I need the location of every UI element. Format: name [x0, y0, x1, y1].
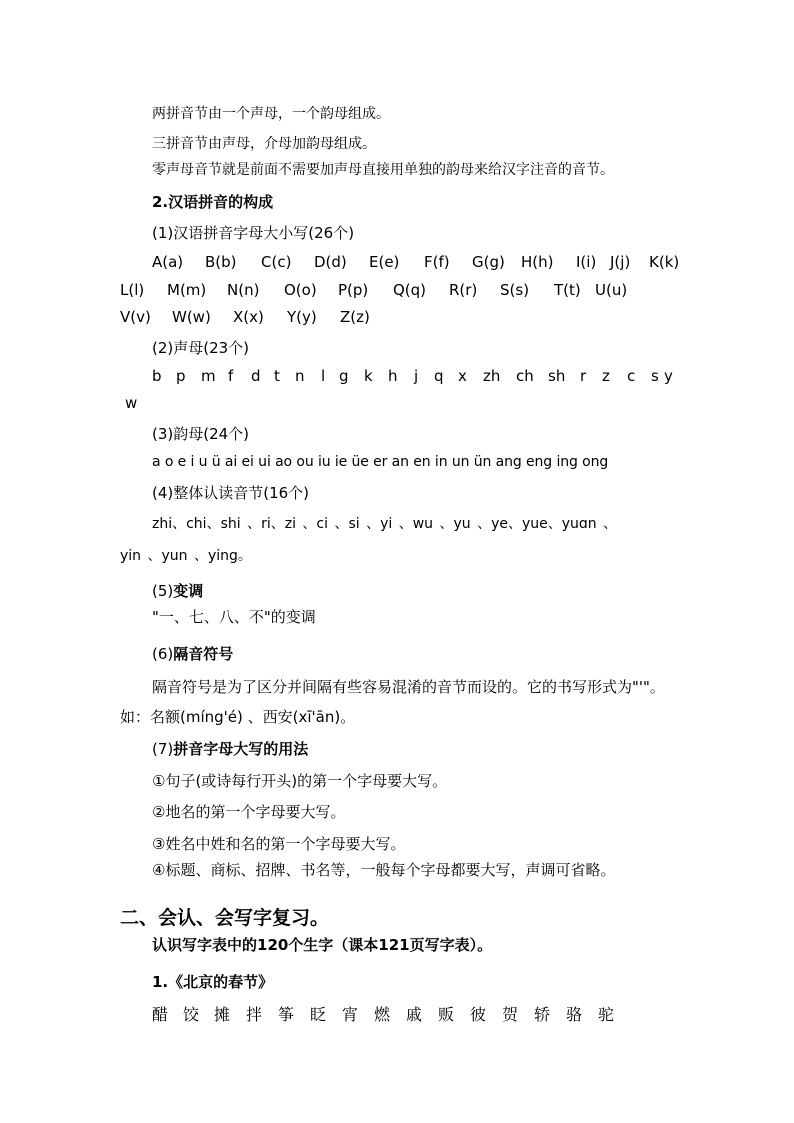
initial: m: [201, 367, 216, 385]
initial: ch: [516, 367, 534, 385]
letter-pair: D(d): [314, 253, 347, 271]
initial: n: [295, 367, 305, 385]
initial: p: [176, 367, 186, 385]
initial: j: [414, 367, 419, 385]
caps-heading: [152, 738, 308, 759]
letter-pair: X(x): [233, 308, 264, 326]
character: 驼: [598, 1005, 615, 1024]
tone-heading: [152, 580, 203, 601]
separator-heading-title: 隔音符号: [173, 645, 234, 663]
separator-line-2: 如：名额(míng'é) 、西安(xī'ān)。: [120, 708, 356, 726]
alphabet-heading: (1)汉语拼音字母大小写(26个): [152, 224, 355, 242]
finals-heading: (3)韵母(24个): [152, 425, 250, 443]
whole-syllables-heading: (4)整体认读音节(16个): [152, 484, 310, 502]
initial: c: [627, 367, 636, 385]
initial: y: [664, 367, 673, 385]
part-2-description: 认识写字表中的120个生字（课本121页写字表）。: [152, 936, 493, 954]
letter-pair: V(v): [120, 308, 151, 326]
initial: x: [458, 367, 467, 385]
initial: sh: [548, 367, 566, 385]
letter-pair: O(o): [284, 281, 317, 299]
character: 饺: [183, 1005, 200, 1024]
part-2-title: 二、会认、会写字复习。: [120, 907, 330, 929]
caps-rule-4: ④标题、商标、招牌、书名等，一般每个字母都要大写，声调可省略。: [152, 861, 616, 879]
separator-heading-number: (6): [152, 645, 174, 663]
letter-pair: C(c): [261, 253, 292, 271]
character: 燃: [374, 1005, 391, 1024]
intro-line-1: 两拼音节由一个声母，一个韵母组成。: [152, 106, 390, 122]
initial: r: [580, 367, 587, 385]
whole-syllables-line-2: yin 、yun 、ying。: [120, 548, 252, 564]
character: 戚: [406, 1005, 423, 1024]
tone-line: "一、七、八、不"的变调: [152, 608, 316, 626]
character: 彼: [470, 1005, 487, 1024]
initial: f: [228, 367, 234, 385]
tone-heading-number: (5): [152, 582, 174, 600]
initials-row-2: w: [125, 394, 138, 412]
letter-pair: U(u): [595, 281, 628, 299]
finals-list: a o e i u ü ai ei ui ao ou iu ie üe er an en in un ün ang eng ing ong: [152, 454, 609, 470]
letter-pair: K(k): [649, 253, 680, 271]
letter-pair: B(b): [205, 253, 237, 271]
letter-pair: T(t): [554, 281, 581, 299]
letter-pair: N(n): [227, 281, 260, 299]
lesson-1-title: 1.《北京的春节》: [152, 973, 274, 991]
separator-heading: [152, 643, 233, 664]
initial: g: [339, 367, 349, 385]
letter-pair: A(a): [152, 253, 184, 271]
caps-rule-3: ③姓名中姓和名的第一个字母要大写。: [152, 835, 406, 853]
initial: t: [274, 367, 280, 385]
initials-heading: (2)声母(23个): [152, 339, 250, 357]
initial: z: [602, 367, 610, 385]
letter-pair: W(w): [172, 308, 211, 326]
initial: zh: [483, 367, 501, 385]
caps-rule-1: ①句子(或诗每行开头)的第一个字母要大写。: [152, 772, 448, 790]
letter-pair: Y(y): [287, 308, 317, 326]
caps-heading-number: (7): [152, 740, 174, 758]
letter-pair: H(h): [521, 253, 554, 271]
whole-syllables-line-1: zhi、chi、shi 、ri、zi 、ci 、si 、yi 、wu 、yu 、ye、yue、yuɑn 、: [152, 516, 618, 532]
letter-pair: S(s): [500, 281, 530, 299]
letter-pair: L(l): [120, 281, 145, 299]
initial: q: [434, 367, 444, 385]
letter-pair: R(r): [449, 281, 478, 299]
section-2-title: 2.汉语拼音的构成: [152, 193, 274, 211]
letter-pair: F(f): [424, 253, 450, 271]
separator-line-1: 隔音符号是为了区分并间隔有些容易混淆的音节而设的。它的书写形式为"'"。: [152, 678, 665, 696]
letter-pair: I(i): [576, 253, 597, 271]
letter-pair: E(e): [369, 253, 400, 271]
initial: k: [364, 367, 373, 385]
character: 摊: [214, 1005, 231, 1024]
caps-rule-2: ②地名的第一个字母要大写。: [152, 803, 346, 821]
initial: l: [321, 367, 326, 385]
character: 轿: [534, 1005, 551, 1024]
character: 醋: [152, 1005, 169, 1024]
character: 骆: [566, 1005, 583, 1024]
character: 筝: [278, 1005, 295, 1024]
initial: b: [152, 367, 162, 385]
character: 眨: [310, 1005, 327, 1024]
caps-heading-title: 拼音字母大写的用法: [173, 740, 309, 758]
character: 贩: [438, 1005, 455, 1024]
initial: s: [651, 367, 659, 385]
tone-heading-title: 变调: [173, 582, 204, 600]
letter-pair: Z(z): [340, 308, 370, 326]
character: 宵: [342, 1005, 359, 1024]
letter-pair: J(j): [610, 253, 631, 271]
initial: h: [388, 367, 398, 385]
letter-pair: Q(q): [393, 281, 427, 299]
letter-pair: P(p): [338, 281, 369, 299]
letter-pair: G(g): [472, 253, 505, 271]
intro-line-3: 零声母音节就是前面不需要加声母直接用单独的韵母来给汉字注音的音节。: [152, 162, 614, 178]
initial: d: [251, 367, 261, 385]
letter-pair: M(m): [167, 281, 207, 299]
intro-line-2: 三拼音节由声母，介母加韵母组成。: [152, 136, 376, 152]
character: 贺: [502, 1005, 519, 1024]
character: 拌: [246, 1005, 263, 1024]
